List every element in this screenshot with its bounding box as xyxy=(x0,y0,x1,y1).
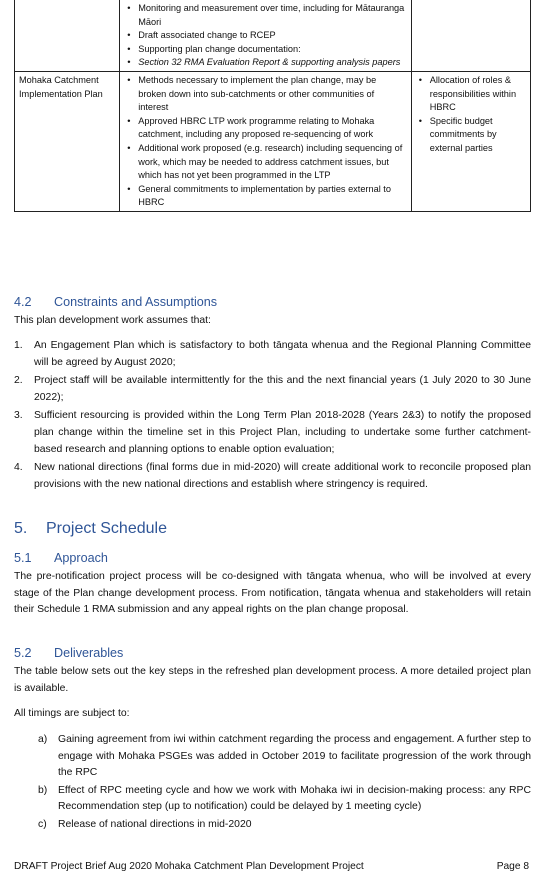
page-number: Page 8 xyxy=(496,861,529,872)
section-number: 4.2 xyxy=(14,295,32,309)
table-row xyxy=(15,71,531,211)
outputs-bullet-list xyxy=(416,74,526,156)
footer-title: DRAFT Project Brief Aug 2020 Mohaka Catchment Plan Development Project xyxy=(14,861,364,872)
list-item-text: Sufficient resourcing is provided within the Long Term Plan 2018-2028 (Years 2&3) to notify the proposed plan change within the timeline set in this Project Plan, including to undertake some further catchment-based research and planning options to enable option evaluation; xyxy=(34,410,531,455)
section-title: Project Schedule xyxy=(46,520,167,537)
list-item-text: Project staff will be available intermittently for the this and the next financial years (1 July 2020 to 30 June 2022); xyxy=(34,375,531,403)
section-number: 5. xyxy=(14,520,28,537)
assumptions-list xyxy=(14,338,531,495)
list-marker: 4. xyxy=(14,462,23,474)
table-cell-label xyxy=(15,0,120,71)
list-item: • Section 32 RMA Evaluation Report & supporting analysis papers xyxy=(138,56,407,70)
section-number: 5.2 xyxy=(14,646,32,660)
section-heading xyxy=(14,295,217,309)
paragraph: This plan development work assumes that: xyxy=(14,315,211,326)
list-item xyxy=(14,338,531,371)
list-item-text: Gaining agreement from iwi within catchment regarding the process and engagement. A further step to engage with Mohaka PSGEs was added in October 2019 to facilitate progression of the work through the RPC xyxy=(58,734,531,779)
section-heading xyxy=(14,551,108,565)
list-marker: c) xyxy=(38,818,47,830)
paragraph: The table below sets out the key steps in the refreshed plan development process. A more detailed project plan is available. xyxy=(14,666,531,694)
list-item xyxy=(14,373,531,406)
list-item: • Allocation of roles & responsibilities within HBRC xyxy=(430,74,526,115)
list-item: • Specific budget commitments by external parties xyxy=(430,115,526,156)
list-item xyxy=(38,732,531,782)
section-title: Constraints and Assumptions xyxy=(54,295,218,309)
table-cell-outputs xyxy=(411,71,530,211)
list-item-text: New national directions (final forms due in mid-2020) will create additional work to reconcile proposed plan provisions with the new national directions and establish where stringency is required. xyxy=(34,462,531,490)
list-item xyxy=(14,408,531,458)
list-item xyxy=(38,783,531,816)
list-item-text: Effect of RPC meeting cycle and how we work with Mohaka iwi in decision-making process: any RPC Recommendation step (up to notification) could be delayed by 1 meeting cycle) xyxy=(58,784,531,813)
page-footer xyxy=(14,861,531,872)
deliverables-table xyxy=(14,0,531,212)
list-item: • Draft associated change to RCEP xyxy=(138,29,407,43)
table-row xyxy=(15,0,531,71)
paragraph: The pre-notification project process will be co-designed with tāngata whenua, who will be involved at every stage of the Plan change development process. From notification, tāngata whenua and stakeholders will retain their Schedule 1 RMA submission and any appeal rights on the plan change proposal. xyxy=(14,571,531,616)
table-cell-contents xyxy=(120,71,412,211)
section-title: Approach xyxy=(54,551,108,565)
section-title: Deliverables xyxy=(54,646,124,660)
list-item: • Additional work proposed (e.g. research) including sequencing of work, which may be needed to address catchment issues, but which has not yet been programmed in the LTP xyxy=(138,142,407,183)
timings-list xyxy=(38,732,531,835)
paragraph: All timings are subject to: xyxy=(14,708,130,719)
list-marker: a) xyxy=(38,734,48,745)
list-item: • Approved HBRC LTP work programme relating to Mohaka catchment, including any proposed re-sequencing of work xyxy=(138,115,407,142)
table-cell-outputs xyxy=(411,0,530,71)
contents-bullet-list xyxy=(124,74,407,210)
list-item: • Methods necessary to implement the plan change, may be broken down into sub-catchments or other communities of interest xyxy=(138,74,407,115)
list-marker: b) xyxy=(38,784,48,796)
section-heading xyxy=(14,646,123,660)
list-item: • Supporting plan change documentation: xyxy=(138,43,407,57)
list-item xyxy=(38,817,531,834)
list-item-text: Release of national directions in mid-2020 xyxy=(58,818,252,830)
list-item: • General commitments to implementation by parties external to HBRC xyxy=(138,183,407,210)
table-cell-label: Mohaka Catchment Implementation Plan xyxy=(15,71,120,211)
list-item xyxy=(14,460,531,493)
list-item-text: An Engagement Plan which is satisfactory to both tāngata whenua and the Regional Planning Committee will be agreed by August 2020; xyxy=(34,340,531,368)
table-cell-contents xyxy=(120,0,412,71)
contents-bullet-list xyxy=(124,2,407,70)
list-marker: 3. xyxy=(14,410,23,422)
section-heading xyxy=(14,520,167,538)
list-marker: 2. xyxy=(14,375,23,387)
list-marker: 1. xyxy=(14,340,23,351)
section-number: 5.1 xyxy=(14,551,32,565)
list-item: • Monitoring and measurement over time, including for Mātauranga Māori xyxy=(138,2,407,29)
